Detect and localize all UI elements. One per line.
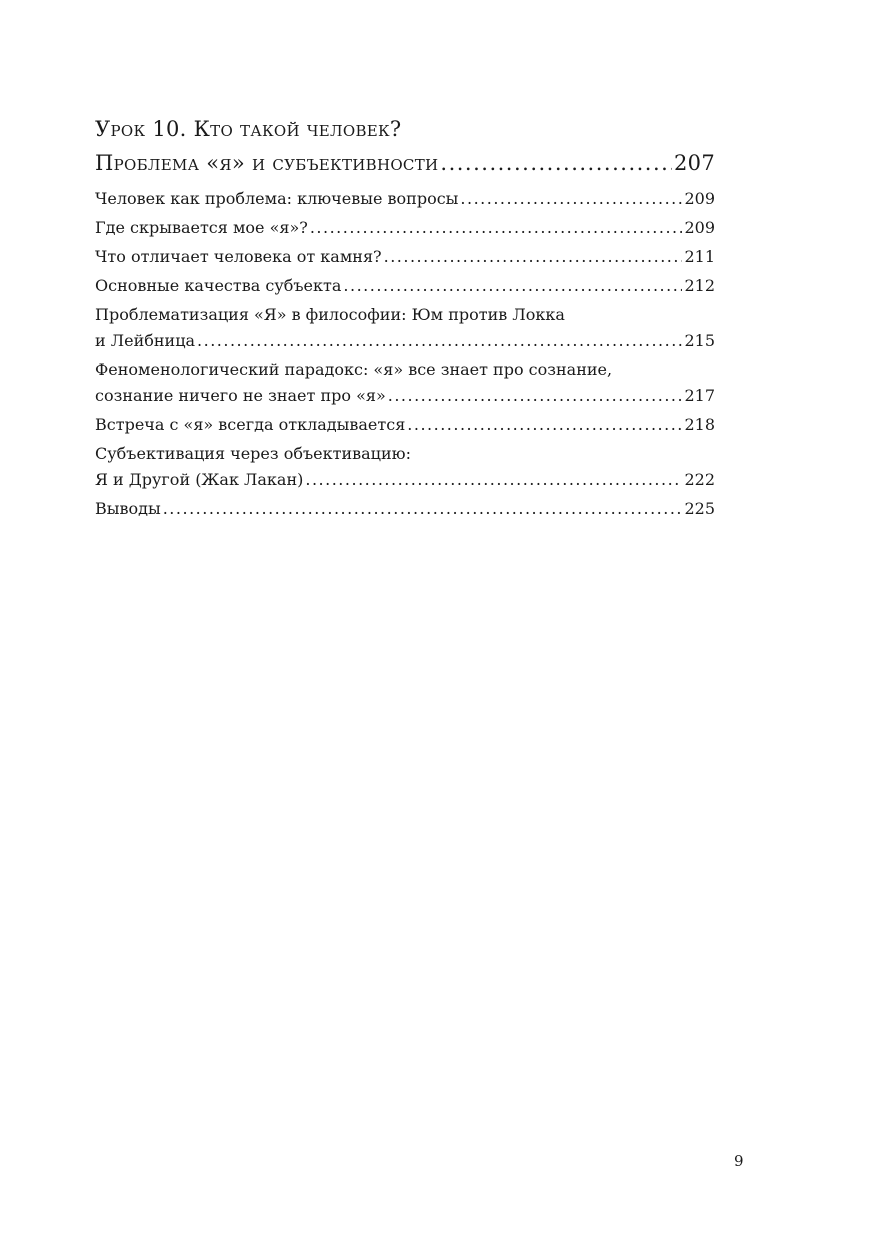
toc-entry-page-number: 209 <box>684 189 715 208</box>
toc-entry[interactable] <box>95 496 715 522</box>
leader-dots <box>460 186 682 212</box>
toc-entry-page-number: 222 <box>684 470 715 489</box>
toc-entry[interactable] <box>95 215 715 241</box>
leader-dots <box>388 383 683 409</box>
leader-dots <box>384 244 683 270</box>
toc-entry[interactable] <box>95 273 715 299</box>
toc-entry[interactable] <box>95 412 715 438</box>
leader-dots <box>197 328 682 354</box>
page-number: 9 <box>734 1152 744 1170</box>
toc-entry-page-number: 217 <box>684 386 715 405</box>
chapter-title-line1: Урок 10. Кто такой человек? <box>95 117 402 141</box>
chapter-title-text: Проблема «я» и субъективности <box>95 151 439 175</box>
toc-entry-leader-line <box>95 273 715 299</box>
toc-entry-page-number: 212 <box>684 276 715 295</box>
toc-entry-title: Встреча с «я» всегда откладывается <box>95 415 406 434</box>
table-of-contents <box>95 112 715 525</box>
chapter-page-number: 207 <box>674 151 715 175</box>
toc-entry-title: Где скрывается мое «я»? <box>95 218 308 237</box>
toc-entry-leader-line <box>95 328 715 354</box>
toc-entry-title: Я и Другой (Жак Лакан) <box>95 470 304 489</box>
toc-entry-page-number: 215 <box>684 331 715 350</box>
toc-entry-title: Что отличает человека от камня? <box>95 247 382 266</box>
leader-dots <box>163 496 683 522</box>
leader-dots <box>305 467 682 493</box>
toc-entry-leader-line <box>95 412 715 438</box>
toc-entry[interactable] <box>95 357 715 409</box>
toc-entry-title: сознание ничего не знает про «я» <box>95 386 386 405</box>
toc-entry-leader-line <box>95 467 715 493</box>
toc-entry-leader-line <box>95 186 715 212</box>
toc-entry-title-line: Феноменологический парадокс: «я» все знает про сознание, <box>95 360 613 379</box>
toc-entry-title-line: Проблематизация «Я» в философии: Юм против Локка <box>95 305 565 324</box>
leader-dots <box>343 273 682 299</box>
toc-entry-page-number: 211 <box>684 247 715 266</box>
toc-entry[interactable] <box>95 441 715 493</box>
toc-entry-title: Человек как проблема: ключевые вопросы <box>95 189 459 208</box>
toc-entry-title: Выводы <box>95 499 161 518</box>
toc-entry-title: и Лейбница <box>95 331 196 350</box>
leader-dots <box>310 215 683 241</box>
leader-dots <box>407 412 682 438</box>
toc-entry[interactable] <box>95 186 715 212</box>
leader-dots <box>440 146 672 180</box>
toc-entry-leader-line <box>95 244 715 270</box>
toc-entry[interactable] <box>95 244 715 270</box>
chapter-title-line2[interactable] <box>95 146 715 180</box>
toc-entry-title-line: Субъективация через объективацию: <box>95 444 411 463</box>
toc-entry-page-number: 218 <box>684 415 715 434</box>
toc-entry-page-number: 225 <box>684 499 715 518</box>
toc-entry[interactable] <box>95 302 715 354</box>
toc-entries <box>95 186 715 522</box>
toc-entry-title: Основные качества субъекта <box>95 276 342 295</box>
toc-entry-leader-line <box>95 215 715 241</box>
toc-entry-leader-line <box>95 496 715 522</box>
toc-entry-leader-line <box>95 383 715 409</box>
toc-entry-page-number: 209 <box>684 218 715 237</box>
